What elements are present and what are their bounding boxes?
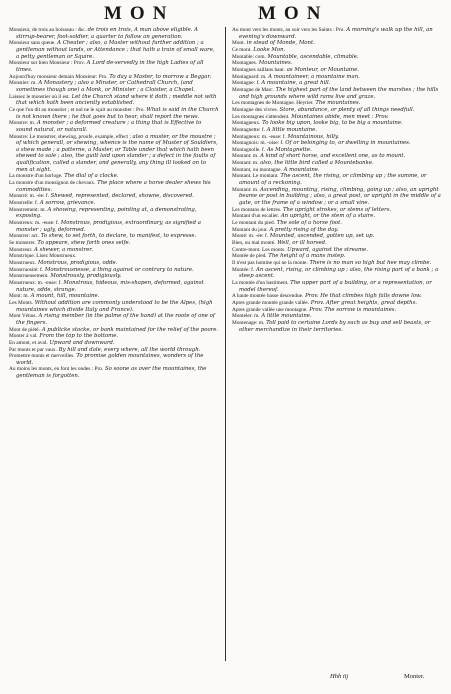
dictionary-entry [9, 280, 219, 293]
headword: Montant: m. [232, 186, 259, 193]
dictionary-entry [9, 353, 219, 366]
catchword: Monter. [404, 673, 425, 680]
dictionary-entry [9, 173, 219, 180]
headword: Montée de pied. [232, 253, 267, 260]
headword: Montagnolle. f. [232, 146, 266, 153]
dictionary-entry [232, 240, 444, 247]
headword: Mont de piété. [9, 326, 41, 333]
headword: Au moins les monts, en font les ondes : Pro. [9, 366, 104, 373]
headword: Monté: m. -ée: f. [232, 233, 269, 240]
headword: Apres grande montée grande vallée. [232, 299, 310, 306]
headword: Montagnard: m. [232, 73, 267, 80]
headword: Monstrelle: f. [9, 200, 39, 207]
dictionary-entry [232, 280, 444, 293]
definition: The mountaines. [315, 100, 361, 107]
headword: Monstrueux: m. -euse: f. [9, 279, 62, 286]
definition: Without addition are commonly understood to be the Alpes, (high mountaines which divide Italy and France). [16, 299, 213, 313]
headword: Monsieur, de trois au boisseau : &c. [9, 27, 86, 33]
dictionary-entry [9, 233, 219, 240]
dictionary-entry [232, 213, 444, 220]
dictionary-entry [232, 60, 444, 67]
definition: A sorrow, grievance. [39, 200, 96, 207]
headword: Monstier: m. [9, 80, 37, 87]
headword: Monstre: m. [9, 120, 36, 127]
headword: Les montans de lettres. [232, 206, 282, 213]
dictionary-entry [232, 293, 444, 300]
definition: From the top to the bottome. [39, 333, 119, 340]
headword: Monstre: Le monstrer, shewing, proofe, example, effect ; [9, 133, 131, 140]
definition: To looke big upon, looke big, to be big a mountaine. [262, 120, 403, 127]
headword: Aujourd'huy monsieur demain Monsieur: Pro. [9, 73, 108, 80]
headword: Montant. Le montant. [232, 173, 279, 180]
dictionary-entry [232, 87, 444, 100]
headword: Montant: m. [232, 153, 259, 160]
headword: Monstré: m. -ée: f. [9, 193, 49, 200]
headword: Montagnette: f. [232, 126, 265, 133]
definition: A shewer, a monstrer. [34, 246, 93, 253]
headword: Monstreur. [9, 246, 33, 253]
definition: A little mountaine. [266, 126, 318, 133]
dictionary-entry [232, 167, 444, 174]
dictionary-entry [232, 160, 444, 167]
definition: Prov. He that climbes high falls downe low. [305, 293, 422, 300]
dictionary-entry [9, 80, 219, 93]
definition: To shew, to set forth, to declare, to manifest, to expresse. [40, 233, 197, 240]
definition: The dial of a clocke. [64, 173, 119, 180]
definition: also a muster, or the moustre ; of which generall, or shewing, whence is the name of Muster of Souldiers, a shew made ; a patterne, a Master, or Table under that which hath been shewed to sale ; also, the guilt laid upon slander ; a defect in the faults of qualification, called a slander, and generally, any thing ill looked on to men at sight. [16, 133, 218, 173]
headword: Laissez le monstier où il est. [9, 93, 70, 100]
definition: A publicke stocke, or bank maintained for the relief of the poore. [41, 326, 219, 333]
headword: Il n'est pas homme qui ne la monte. [232, 259, 308, 266]
headword: Monstrer: act. [9, 233, 39, 240]
headword: Au mont vers les monts, au soir vers les Saints : Pro. [232, 27, 345, 33]
dictionary-entry [232, 153, 444, 160]
headword: La monstre d'un horloge. [9, 173, 63, 180]
headword: Monter à val. [9, 333, 38, 340]
dictionary-entry [232, 27, 444, 40]
definition: Monstrousnesse, a thing against or contrary to nature. [44, 266, 194, 273]
dictionary-entry [232, 120, 444, 127]
dictionary-entry [9, 120, 219, 133]
headword: Bien, ou mal monté. [232, 240, 276, 246]
definition: A morning's walk up the hill, an evening's downward. [239, 27, 433, 40]
headword: Le montant du pied. [232, 220, 276, 227]
dictionary-entry [9, 220, 219, 233]
dictionary-entry [9, 207, 219, 220]
headword: A haute montée basse descendue. [232, 293, 304, 300]
headword: Montagnes saillans haut. [232, 66, 285, 73]
definition: A Monastery ; also a Minster, or Cathedrall Church, (and sometimes though one) a Monk, or Minister ; a Cloister, a Chapel. [16, 80, 196, 93]
headword: Montagne des vivres. [232, 106, 278, 113]
dictionary-entry [232, 320, 444, 333]
headword: Montant: m. [232, 160, 259, 167]
definition: Mountable, ascendable, climable. [267, 53, 359, 60]
headword: Mont. [232, 40, 245, 47]
dictionary-entry [9, 333, 219, 340]
dictionary-entry [232, 247, 444, 254]
dictionary-entry [9, 267, 219, 274]
dictionary-entry [232, 267, 444, 280]
definition: The ascent, the rising, or climbing up ; the summe, or amount of a reckoning. [239, 173, 427, 187]
definition: Mountaines abide, men meet : Prov. [291, 113, 389, 120]
dictionary-entry [232, 40, 444, 47]
definition: An upright, or the stem of a staire. [280, 213, 376, 220]
definition: Ascending, mounting, rising, climbing, going up ; also, an upright beame or post in building ; also, a great post, or upright in the middle of a gate, or the frame of a window ; or a small vine. [239, 186, 441, 207]
headword: Montant du jour. [232, 226, 268, 233]
definition: Upward and downward. [49, 339, 115, 346]
definition: Mounted, ascended, gotten up, set up. [269, 233, 375, 240]
headword: Les montagnes de Montagne. Heyrier. [232, 100, 314, 107]
definition: in stead of Monde, Mont. [246, 40, 315, 47]
dictionary-entry [232, 107, 444, 114]
dictionary-entry [9, 240, 219, 247]
definition: de trois en trois, A man above eligible. A stirrup-bearer, foot-soldier, a quarter to follow an generation. [16, 27, 199, 40]
definition: as Monteur, or Mountaine. [286, 66, 359, 73]
definition: Store, abundance, or plenty of all things needfull. [279, 106, 415, 113]
headword: Montenage: m. [232, 319, 265, 326]
headword: Monsieur sur bien Monsieur : Prov. [9, 60, 85, 67]
definition: A pretty rising of the day. [269, 226, 339, 233]
definition: There is no man so high but hee may climbe. [309, 259, 432, 266]
dictionary-entry [9, 273, 219, 280]
dictionary-entry [9, 253, 219, 260]
definition: To day a Master, to morrow a Beggar. [109, 73, 212, 80]
dictionary-entry [232, 140, 444, 147]
definition: So soone as over the mountaines, the gentleman is forgotten. [16, 366, 207, 380]
definition: Mountaines. [258, 60, 293, 67]
dictionary-entry [9, 180, 219, 193]
dictionary-entry [232, 173, 444, 186]
dictionary-entry [232, 147, 444, 154]
dictionary-entry [9, 134, 219, 174]
definition: The place where a horse dealer shews his commodities. [16, 180, 211, 193]
headword: Apres grande vallée une montagne. [232, 306, 308, 313]
dictionary-entry [232, 80, 444, 87]
dictionary-entry [232, 307, 444, 314]
dictionary-entry [9, 247, 219, 254]
definition: Prov. After great heights, great depths. [310, 299, 418, 306]
left-column [9, 27, 219, 663]
dictionary-entry [232, 207, 444, 214]
definition: To promise golden mountaines, wonders of the world. [16, 353, 204, 366]
definition: A mountaine, a great hill. [261, 80, 331, 87]
dictionary-entry [232, 54, 444, 61]
headword: Montant, ou montagne. [232, 166, 282, 173]
dictionary-entry [9, 27, 219, 40]
dictionary-entry [9, 300, 219, 313]
headword: Mont: m. [9, 293, 29, 300]
headword: Monstrement: m. [9, 206, 46, 213]
headword: Montagne de Marc. [232, 86, 274, 93]
dictionary-entry [232, 127, 444, 134]
definition: A rising member (in the palme of the hand) at the roote of one of the fingers. [16, 313, 215, 326]
definition: The highest part of the land between the marshes ; the hills and high grounds where wild rams live and graze. [239, 86, 439, 100]
headword: Montagne: f. [232, 80, 260, 87]
dictionary-entry [9, 60, 219, 73]
definition: The upper part of a building, or a representation, or model thereof. [239, 279, 432, 293]
dictionary-entry [9, 327, 219, 334]
definition: A little mountaine. [261, 313, 312, 320]
definition: An ascent, rising, or climbing up ; also, the rising part of a bank ; a steep ascent. [239, 266, 439, 280]
running-head-left: MON [104, 3, 175, 24]
definition: Monstrous, hideous, mis-shapen, deformed, against nature, odde, strange. [16, 279, 204, 293]
definition: As Montagnette. [266, 146, 312, 153]
headword: Montelet: m. [232, 313, 260, 320]
definition: also, the little bird called a Mountebanke. [260, 160, 374, 167]
dictionary-entry [9, 366, 219, 379]
dictionary-entry [9, 94, 219, 107]
definition: Prov. The sorrow is mountaines. [309, 306, 397, 313]
headword: Les montagnes s'attendent. [232, 113, 290, 120]
definition: Toll paid to certaine Lords by such as buy and sell beasts, or other merchandize in their territories. [239, 319, 431, 333]
definition: By hill and dale, every where, all the world through. [58, 346, 201, 353]
dictionary-entry [232, 47, 444, 54]
headword: Monstruosité: f. [9, 266, 44, 273]
headword: Les Monts. [9, 299, 34, 306]
dictionary-entry [232, 220, 444, 227]
definition: What is said in the Church is not known there ; he that goes but to hear, shall report the news. [16, 106, 219, 120]
headword: Monstreux: m. -euse: f. [9, 220, 60, 227]
running-head-right: MON [258, 3, 329, 24]
definition: Looke Mon. [253, 46, 286, 53]
headword: Se monstrer. [9, 240, 36, 246]
headword: Monstrueux. [9, 259, 37, 266]
column-rule [225, 27, 226, 661]
headword: Par monts et par vaux. [9, 346, 57, 353]
headword: Montant d'un escalier. [232, 213, 280, 220]
dictionary-entry [232, 187, 444, 207]
definition: A Lord de-servedly in the high Ladies of all times. [16, 60, 204, 73]
definition: A mountaine. [283, 166, 320, 173]
headword: Monstrique. Lisez Monstrueux. [9, 253, 77, 260]
dictionary-entry [232, 233, 444, 240]
definition: A kind of short horse, and excellent one, as to mount. [260, 153, 406, 160]
dictionary-entry [9, 200, 219, 207]
headword: Promettre monts et merveilles. [9, 353, 75, 360]
headword: Montagneux. [232, 120, 261, 127]
definition: A showing, representing, pointing at, a demonstrating, exposing. [16, 206, 197, 220]
definition: A Cheater ; also, a Master without further addition ; a gentleman without lands, or Attendance ; that hath a train of small ware, a petty gentleman or Squire. [16, 40, 215, 60]
headword: Monstrueusement. [9, 273, 49, 280]
definition: The upright strokes, or stems of letters. [282, 206, 392, 213]
definition: The height of a mans instep. [268, 253, 346, 260]
dictionary-entry [232, 313, 444, 320]
dictionary-entry [232, 100, 444, 107]
definition: Upward, against the streame. [287, 246, 368, 253]
dictionary-entry [9, 40, 219, 60]
dictionary-entry [9, 340, 219, 347]
headword: Montée: f. [232, 266, 255, 273]
dictionary-entry [9, 260, 219, 267]
headword: La montée d'un bastiment. [232, 279, 289, 286]
dictionary-entry [9, 313, 219, 326]
definition: Of or belonging to, or dwelling in mountaines. [285, 140, 411, 147]
headword: Mont Vénus. [9, 313, 37, 320]
definition: A mountaineer, a mountaine man. [268, 73, 360, 80]
definition: The sole of a horse foot. [276, 220, 342, 227]
headword: Monsieur sans queue. [9, 40, 56, 47]
right-column [232, 27, 444, 663]
headword: Montagnes. [232, 60, 258, 67]
definition: Well, or ill horsed. [277, 240, 327, 246]
definition: A monster ; a deformed creature ; a thing that is Effective to sound natural, or naturall. [16, 120, 202, 133]
definition: Monstrous, prodigious, extraordinary, as signified a monster ; ugly, deformed. [16, 220, 201, 233]
headword: Ce mont. [232, 46, 252, 53]
definition: Let the Church stand where it doth ; meddle not with that which hath been anciently established. [16, 93, 217, 107]
definition: Shewed, represented, declared, showne, discovered. [50, 193, 194, 200]
dictionary-entry [232, 300, 444, 307]
headword: Montable: com. [232, 53, 266, 60]
definition: A mount, hill, mountaine. [30, 293, 100, 300]
definition: Monstrously, prodigiously. [50, 273, 122, 280]
definition: To appeare, shew forth ones selfe. [37, 240, 131, 246]
dictionary-entry [232, 253, 444, 260]
headword: La monstre d'un monsignon de chevaux. [9, 180, 96, 187]
dictionary-entry [232, 67, 444, 74]
definition: Mountainous, hilly. [287, 133, 340, 140]
dictionary-entry [232, 260, 444, 267]
headword: Montagneux: m. -euse: f. [232, 133, 286, 140]
headword: Contre-mont. Les monts. [232, 246, 286, 253]
signature-mark: Hhh iij [330, 673, 349, 680]
definition: Monstrous, prodigious, odde. [37, 259, 118, 266]
headword: En amont, et aval. [9, 339, 48, 346]
dictionary-entry [9, 293, 219, 300]
headword: Montagnois: m. -oise: f. [232, 140, 284, 147]
dictionary-entry [9, 107, 219, 120]
dictionary-entry [9, 347, 219, 354]
headword: Ce que l'on dit au moustier ; et nul ne le sçait au monstier : Pro. [9, 106, 145, 113]
dictionary-entry [232, 114, 444, 121]
